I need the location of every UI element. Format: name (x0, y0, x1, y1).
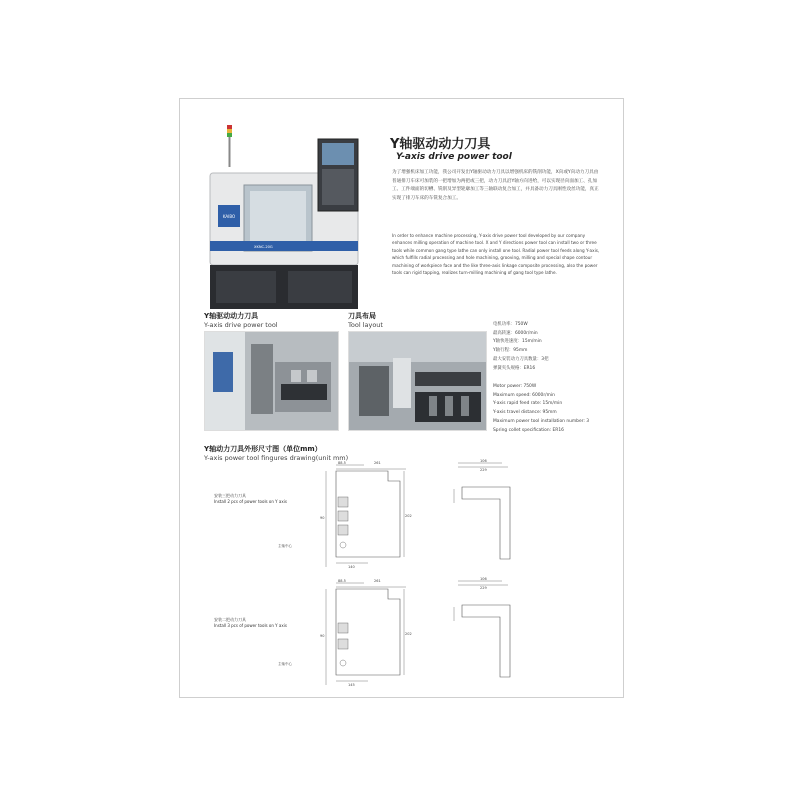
page-title-cn: Y轴驱动动力刀具 (390, 137, 491, 152)
photo1-title-cn: Y轴驱动动力刀具 (204, 312, 259, 320)
drawing1-dim-side: 90 (320, 516, 325, 520)
drawing1-caption-en: Install 2 pcs of power tools on Y axis (214, 499, 287, 504)
machine-model: XKNC-20G (254, 245, 273, 249)
spec-en-3: Y-axis travel distance: 95mm (493, 410, 557, 416)
specs-cn (493, 321, 617, 373)
spec-en-2: Y-axis rapid feed rate: 15m/min (493, 401, 563, 407)
photo1-title-en: Y-axis drive power tool (204, 321, 278, 329)
spec-cn-0: 电机功率：750W (493, 322, 528, 327)
intro-text-en: In order to enhance machine processing, Y-axis drive power tool developed by our company enhances milling operation of machine tool. X and Y directions power tool can install two or three tools while common gang type lathe can only install one tool. Radial power tool feeds along Y-axis, which fulfills radial processing and hole machining, grooving, milling and special shape contour machining of workpiece face and the like three-axis linkage composite processing, also the power tools can rigid tapping, realizes turn-milling machining of gang tool type lathe. (392, 233, 600, 276)
drawing2-front-view (278, 577, 412, 693)
drawing1-front-view (278, 459, 412, 574)
spec-cn-2: Y轴快进速度：15m/min (493, 339, 542, 345)
drawing1-dim-bottom: 140 (348, 565, 355, 569)
spec-en-0: Motor power: 750W (493, 384, 537, 389)
drawing2-dim-top-b: 261 (374, 579, 381, 583)
spec-cn-1: 最高转速：6000r/min (493, 330, 538, 336)
drawing2-caption-cn: 安装二把动力刀具 (214, 617, 246, 622)
drawing1-caption-cn: 安装三把动力刀具 (214, 493, 246, 498)
drawing1-side-view (450, 459, 520, 569)
spec-cn-3: Y轴行程：95mm (493, 348, 528, 354)
drawing2-dim-top-a: 88.5 (338, 579, 346, 583)
drawing1-dim-top-a: 88.5 (338, 461, 346, 465)
intro-text-cn: 为了增强机床加工功能，我公司开发出Y轴驱动动力刀具以增强机床的铣削功能，X向或Y向动力刀具由普通排刀车床可加装的一把增加为两把或三把，动力刀具沿Y轴方向进给，可以实现径向面加工、孔加工、工件端面的切槽、铣削及异型轮廓加工等三轴联动复合加工，并具备动力刀具刚性攻丝功能，真正实现了排刀车床的车铣复合加工。 (392, 170, 599, 201)
drawing1-dim-side-b: 229 (480, 468, 487, 472)
machine-image (204, 125, 366, 313)
drawing2-side-view (450, 577, 520, 687)
drawing1-center-label: 主轴中心 (278, 544, 292, 548)
drawing2-caption-en: Install 3 pcs of power tools on Y axis (214, 623, 287, 628)
power-tool-photo (204, 331, 339, 431)
spec-en-5: Spring collet specification: ER16 (493, 427, 564, 433)
machine-brand: KAIBO (222, 214, 236, 219)
drawing2-dim-side-b: 229 (480, 586, 487, 590)
spec-cn-4: 最大安装动力刀具数量：3把 (493, 356, 549, 362)
drawing2-dim-bottom: 145 (348, 683, 355, 687)
specs-en (493, 383, 619, 435)
spec-en-4: Maximum power tool installation number: 3 (493, 418, 590, 424)
drawing1-dim-height: 202 (405, 514, 412, 518)
photo2-title-cn: 刀具布局 (348, 312, 376, 320)
drawing2-dim-side: 90 (320, 634, 325, 638)
drawing-title-cn: Y轴动力刀具外形尺寸图（单位mm） (204, 445, 322, 453)
tool-layout-photo (348, 331, 487, 431)
drawing2-dim-side-a: 106 (480, 577, 487, 581)
drawing1-dim-side-a: 106 (480, 459, 487, 463)
drawing-title-en: Y-axis power tool fingures drawing(unit mm) (204, 454, 349, 462)
spec-cn-5: 弹簧夹头规格：ER16 (493, 365, 536, 371)
photo2-title-en: Tool layout (348, 321, 383, 329)
brochure-page (179, 98, 624, 698)
drawing2-dim-height: 202 (405, 632, 412, 636)
spec-en-1: Maximum speed: 6000r/min (493, 392, 555, 398)
drawing1-dim-top-b: 261 (374, 461, 381, 465)
drawing2-center-label: 主轴中心 (278, 662, 292, 666)
page-title-en: Y-axis drive power tool (396, 152, 512, 162)
